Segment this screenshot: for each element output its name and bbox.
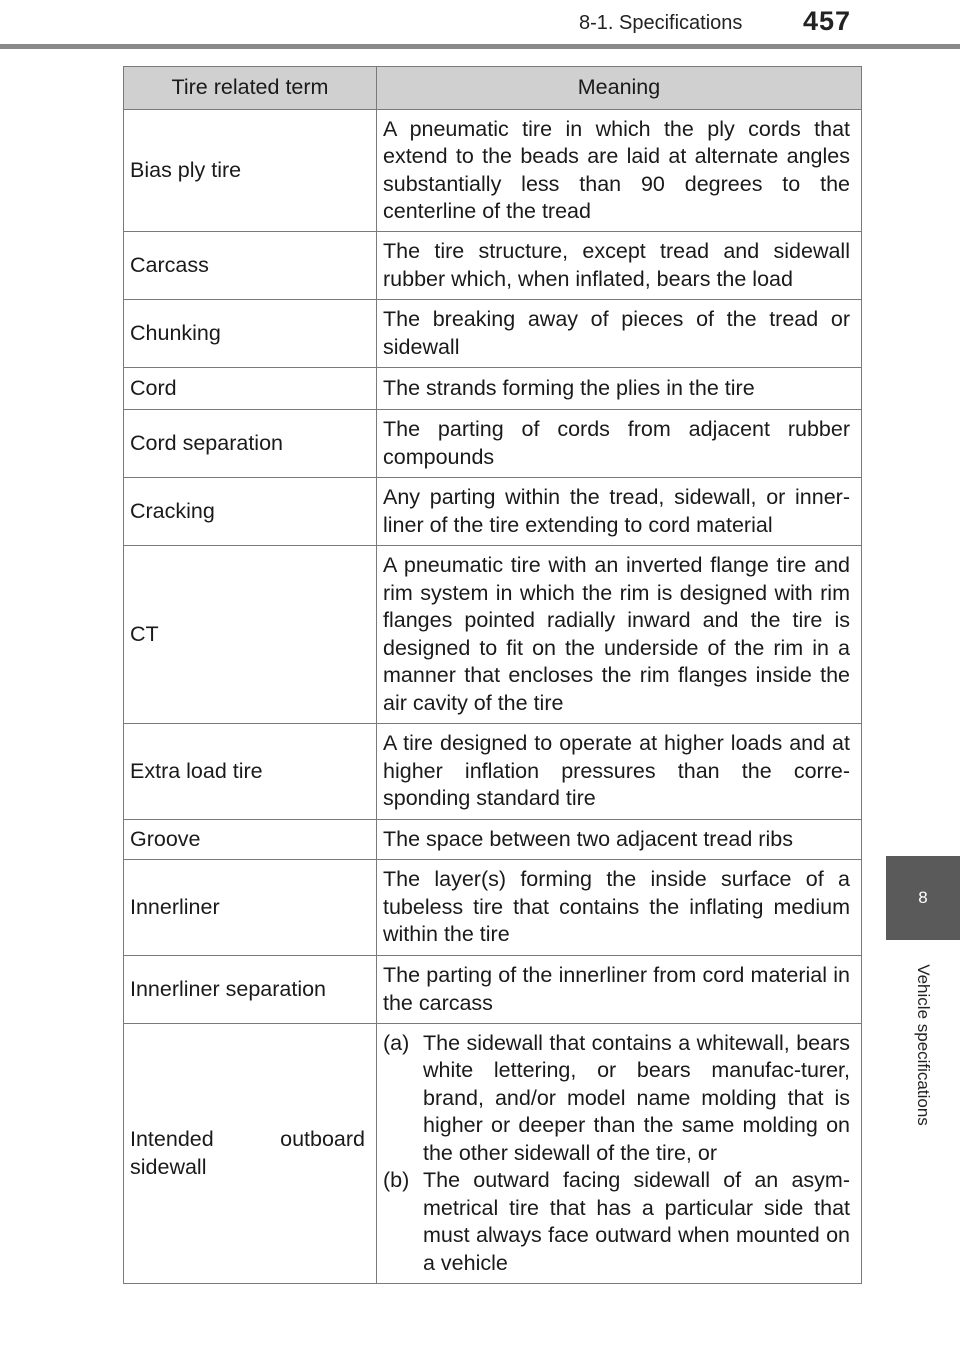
meaning-cell: The parting of cords from adjacent rubber compounds [377, 410, 862, 478]
list-item [383, 1030, 850, 1168]
chapter-label [886, 940, 960, 1150]
meaning-cell: A pneumatic tire in which the ply cords that extend to the beads are laid at alternate angles substantially less than 90 degrees to the centerline of the tread [377, 110, 862, 232]
meaning-cell: The layer(s) forming the inside surface of a tubeless tire that contains the inflating medium within the tire [377, 860, 862, 956]
chapter-number: 8 [918, 888, 928, 907]
term-cell: Groove [124, 820, 377, 860]
list-item [383, 1167, 850, 1277]
table-row [124, 300, 862, 368]
list-marker: (b) [383, 1168, 410, 1193]
tire-terms-table [123, 66, 862, 1284]
term-cell: Intended outboard sidewall [124, 1024, 377, 1284]
term-cell: Innerliner separation [124, 956, 377, 1024]
term-cell: CT [124, 546, 377, 724]
table-row [124, 232, 862, 300]
table-row [124, 368, 862, 410]
list-marker: (a) [383, 1030, 410, 1055]
meaning-cell: A pneumatic tire with an inverted flange tire and rim system in which the rim is designed with rim flanges pointed radially inward and the tire is designed to fit on the underside of the rim in a manner that encloses the rim flanges inside the air cavity of the tire [377, 546, 862, 724]
term-cell: Bias ply tire [124, 110, 377, 232]
term-cell: Extra load tire [124, 724, 377, 820]
meaning-cell: Any parting within the tread, sidewall, or inner-liner of the tire extending to cord material [377, 478, 862, 546]
meaning-cell: The parting of the innerliner from cord material in the carcass [377, 956, 862, 1024]
term-cell: Innerliner [124, 860, 377, 956]
column-header-term: Tire related term [124, 67, 377, 110]
column-header-meaning: Meaning [377, 67, 862, 110]
page-number: 457 [803, 6, 852, 36]
chapter-tab [886, 856, 960, 940]
meaning-list [383, 1030, 850, 1278]
table-row [124, 860, 862, 956]
table-header-row [124, 67, 862, 110]
table-row [124, 820, 862, 860]
table-row [124, 1024, 862, 1284]
meaning-cell: The breaking away of pieces of the tread or sidewall [377, 300, 862, 368]
table-row [124, 546, 862, 724]
term-cell: Chunking [124, 300, 377, 368]
chapter-title: Vehicle specifications [914, 964, 933, 1126]
term-cell: Cord separation [124, 410, 377, 478]
meaning-cell: A tire designed to operate at higher loads and at higher inflation pressures than the corre-sponding standard tire [377, 724, 862, 820]
table-row [124, 478, 862, 546]
meaning-cell: The tire structure, except tread and sidewall rubber which, when inflated, bears the load [377, 232, 862, 300]
term-cell: Cord [124, 368, 377, 410]
list-item-text: The outward facing sidewall of an asym-metrical tire that has a particular side that must always face outward when mounted on a vehicle [423, 1168, 850, 1275]
table-row [124, 724, 862, 820]
meaning-cell [377, 1024, 862, 1284]
term-cell: Carcass [124, 232, 377, 300]
list-item-text: The sidewall that contains a whitewall, bears white lettering, or bears manufac-turer, brand, and/or model name molding that is higher or deeper than the same molding on the other sidewall of the tire, or [423, 1030, 850, 1165]
term-cell: Cracking [124, 478, 377, 546]
header-rule [0, 44, 960, 49]
table-row [124, 110, 862, 232]
section-title: 8-1. Specifications [579, 12, 743, 34]
meaning-cell: The strands forming the plies in the tire [377, 368, 862, 410]
table-row [124, 410, 862, 478]
table-row [124, 956, 862, 1024]
meaning-cell: The space between two adjacent tread ribs [377, 820, 862, 860]
